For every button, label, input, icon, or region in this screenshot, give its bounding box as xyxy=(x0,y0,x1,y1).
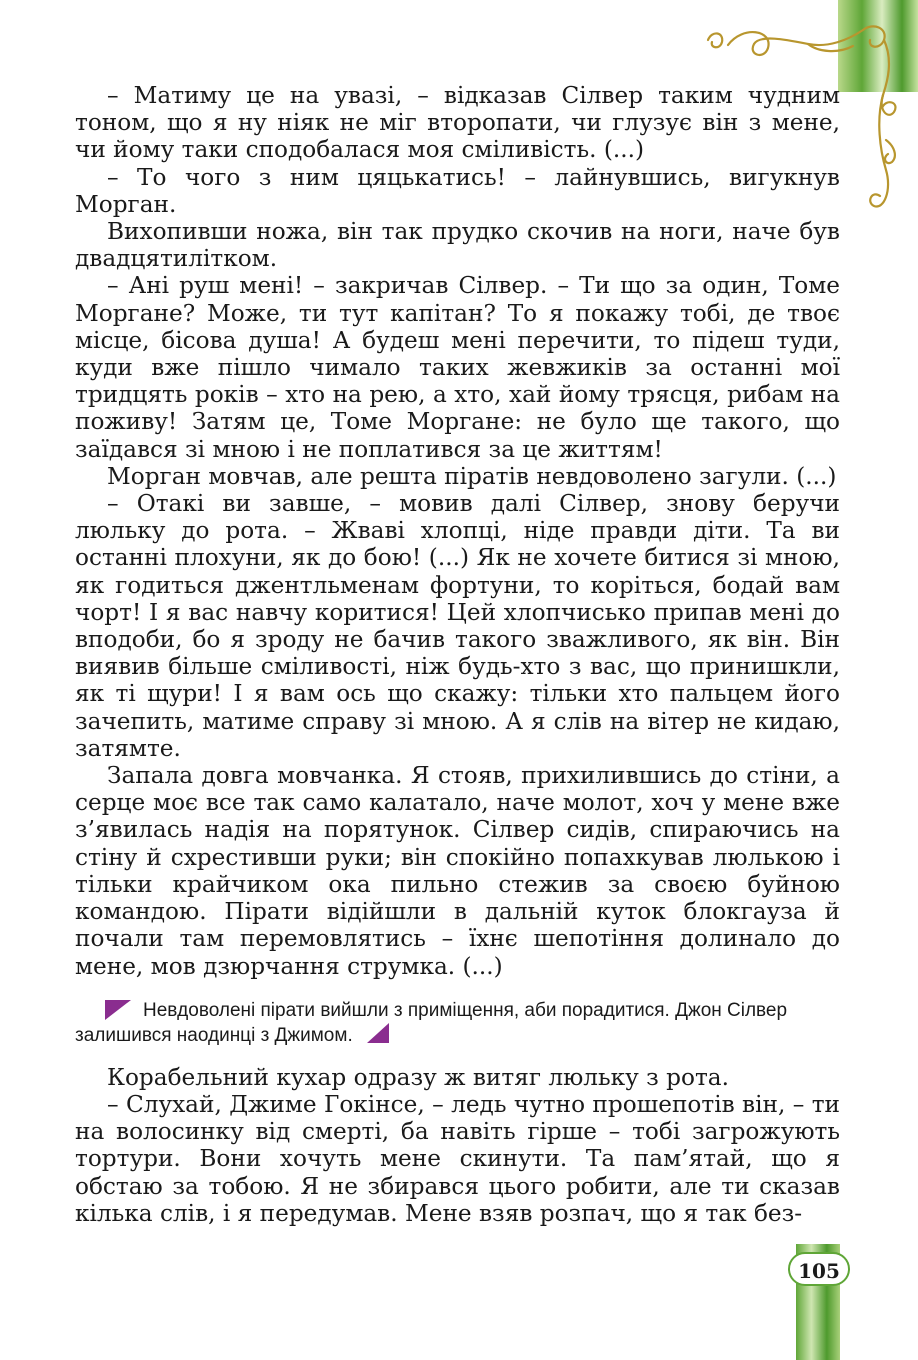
note-text: Невдоволені пірати вийшли з приміщення, аби порадитися. Джон Сілвер залишився наодинці з Джимом. xyxy=(75,999,788,1046)
paragraph: Корабельний кухар одразу ж витяг люльку з рота. xyxy=(107,1063,729,1091)
paragraph: Запала довга мовчанка. Я стояв, прихилившись до стіни, а серце моє все так само калатало, наче молот, хоч у мене вже з’явилась надія на порятунок. Сілвер сидів, спираючись на стіну й схрестивши руки; він спокійно попахкував люлькою і тільки крайчиком ока пильно стежив за своєю буйною командою. Пірати відійшли в дальній куток блокгауза й почали там перемовлятись – їхнє шепотіння долинало до мене, мов дзюрчання струмка. (...) xyxy=(75,762,840,980)
paragraph: – Ані руш мені! – закричав Сілвер. – Ти що за один, Томе Моргане? Може, ти тут капітан? То я покажу тобі, де твоє місце, бісова душа! А будеш мені перечити, то підеш туди, куди вже пішло чимало таких жевжиків за останні мої тридцять років – хто на рею, а хто, хай йому трясця, рибам на поживу! Затям це, Томе Моргане: не було ще такого, що заїдався зі мною і не поплатився за це життям! xyxy=(75,272,840,463)
main-text xyxy=(75,82,840,1227)
paragraph: – Матиму це на увазі, – відказав Сілвер таким чудним тоном, що я ну ніяк не міг второпати, чи глузує він з мене, чи йому таки сподобалася моя сміливість. (...) xyxy=(75,82,840,164)
paragraph: Морган мовчав, але решта піратів невдоволено загули. (...) xyxy=(107,462,837,490)
paragraph: – Слухай, Джиме Гокінсе, – ледь чутно прошепотів він, – ти на волосинку від смерті, ба навіть гірше – тобі загрожують тортури. Вони хочуть мене скинути. Та пам’ятай, що я обстаю за тобою. Я не збирався цього робити, але ти сказав кілька слів, і я передумав. Мене взяв розпач, що я так без- xyxy=(75,1090,840,1227)
note-start-marker-icon xyxy=(105,1000,131,1020)
summary-note xyxy=(75,998,840,1048)
paragraph: – Отакі ви завше, – мовив далі Сілвер, знову беручи люльку до рота. – Жваві хлопці, ніде правди діти. Та ви останні плохуни, як до бою! (...) Як не хочете битися зі мною, як годиться джентльменам фортуни, то коріться, бодай вам чорт! І я вас навчу коритися! Цей хлопчисько припав мені до вподоби, бо я зроду не бачив такого зважливого, як він. Він виявив більше сміливості, ніж будь-хто з вас, що принишкли, як ті щури! І я вам ось що скажу: тільки хто пальцем його зачепить, матиме справу зі мною. А я слів на вітер не кидаю, затямте. xyxy=(75,490,840,762)
page-number: 105 xyxy=(788,1252,850,1286)
paragraph: – То чого з ним цяцькатись! – лайнувшись, вигукнув Морган. xyxy=(75,163,840,218)
paragraph: Вихопивши ножа, він так прудко скочив на ноги, наче був двадцятилітком. xyxy=(75,218,840,273)
note-end-marker-icon xyxy=(367,1023,389,1043)
